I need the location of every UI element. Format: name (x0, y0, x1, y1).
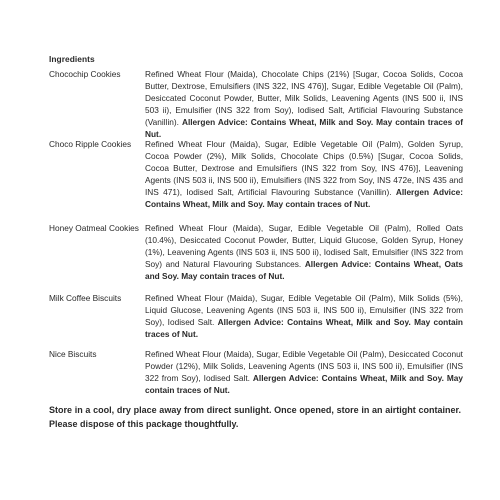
product-name: Chocochip Cookies (49, 69, 121, 79)
allergen-advice: Allergen Advice: Contains Wheat, Milk and Soy. May contain traces of Nut. (145, 187, 463, 209)
allergen-advice: Allergen Advice: Contains Wheat, Milk and Soy. May contain traces of Nut. (145, 117, 463, 139)
product-name: Honey Oatmeal Cookies (49, 223, 139, 233)
ingredients-text: Refined Wheat Flour (Maida), Sugar, Edible Vegetable Oil (Palm), Milk Solids (5%), Liquid Glucose, Leavening Agents (INS 503 ii, INS 500 ii), Emulsifier (INS 322 from Soy), Iodised Salt. (145, 293, 463, 327)
product-ingredients (145, 292, 463, 340)
allergen-advice: Allergen Advice: Contains Wheat, Oats and Soy. May contain traces of Nut. (145, 259, 463, 281)
product-name: Milk Coffee Biscuits (49, 293, 122, 303)
ingredients-text: Refined Wheat Flour (Maida), Chocolate Chips (21%) [Sugar, Cocoa Solids, Cocoa Butter, Dextrose, Emulsifiers (INS 322, INS 476)], Sugar, Edible Vegetable Oil (Palm), Desiccated Coconut Powder, Butter, Milk Solids, Leavening Agents (INS 500 ii, INS 503 ii), Emulsifier (INS 322 from Soy), Iodised Salt, Artificial Flavouring Substance (Vanillin). (145, 69, 463, 127)
ingredients-heading: Ingredients (49, 54, 95, 64)
allergen-advice: Allergen Advice: Contains Wheat, Milk and Soy. May contain traces of Nut. (145, 373, 463, 395)
ingredients-text: Refined Wheat Flour (Maida), Sugar, Edible Vegetable Oil (Palm), Rolled Oats (10.4%), Desiccated Coconut Powder, Butter, Liquid Glucose, Golden Syrup, Honey (1%), Leavening Agents (INS 503 ii, INS 500 ii), Iodised Salt, Emulsifier (INS 322 from Soy) and Natural Flavouring Substances. (145, 223, 463, 269)
ingredients-text: Refined Wheat Flour (Maida), Sugar, Edible Vegetable Oil (Palm), Golden Syrup, Cocoa Powder (2%), Milk Solids, Chocolate Chips (0.5%) [Sugar, Cocoa Solids, Cocoa Butter, Dextrose and Emulsifiers (INS 322 from Soy, INS 476)], Leavening Agents (INS 503 ii, INS 500 ii), Emulsifiers (INS 322 from Soy, INS 472e, INS 435 and INS 471), Iodised Salt, Artificial Flavouring Substance (Vanillin). (145, 139, 463, 197)
product-ingredients (145, 138, 463, 210)
allergen-advice: Allergen Advice: Contains Wheat, Milk and Soy. May contain traces of Nut. (145, 317, 464, 339)
product-ingredients (145, 222, 463, 282)
product-name: Choco Ripple Cookies (49, 139, 132, 149)
ingredients-text: Refined Wheat Flour (Maida), Sugar, Edible Vegetable Oil (Palm), Desiccated Coconut Powder (12%), Milk Solids, Leavening Agents (INS 503 ii, INS 500 ii), Emulsifier (INS 322 from Soy), Iodised Salt. (145, 349, 463, 383)
product-name: Nice Biscuits (49, 349, 97, 359)
product-ingredients (145, 348, 463, 396)
storage-instructions: Store in a cool, dry place away from direct sunlight. Once opened, store in an airtight container. Please dispose of this package thoughtfully. (49, 405, 461, 429)
product-ingredients (145, 68, 463, 140)
